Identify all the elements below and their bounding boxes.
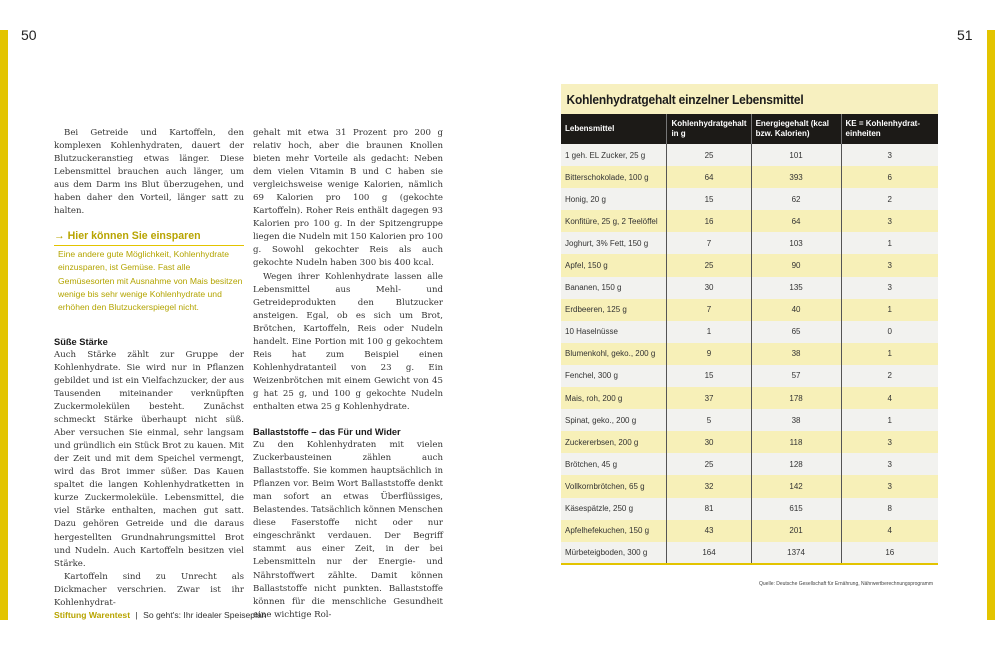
cell-food: Bananen, 150 g bbox=[561, 277, 667, 299]
cell-carbs: 25 bbox=[667, 453, 751, 475]
cell-ke: 3 bbox=[841, 475, 938, 497]
cell-food: Bitterschokolade, 100 g bbox=[561, 166, 667, 188]
cell-energy: 90 bbox=[751, 254, 841, 276]
section-paragraph: Kartoffeln sind zu Unrecht als Dickmacher verschrien. Zwar ist ihr Kohlenhydrat- bbox=[54, 571, 244, 608]
section-paragraph: Auch Stärke zählt zur Gruppe der Kohlenhydrate. Sie wird nur in Pflanzen gebildet und ist ein Vielfachzucker, der aus Tausenden miteinander verknüpften Zuckermolekülen besteht. Zunächst schmeckt Stärke überhaupt nicht süß. Aber versuchen Sie einmal, sehr langsam und gründlich ein Stück Brot zu kauen. Mit der Zeit und mit dem Speichel vermengt, wird das Brot immer süßer. Das Kauen spaltet die langen Kohlenhydratketten in kurze Zuckermoleküle. Lebensmittel, die viel Stärke enthalten, machen gut satt. Dazu gehören Getreide und die daraus hergestellten Grundnahrungsmittel Brot und Nudeln. Auch Kartoffeln besitzen viel Stärke. bbox=[54, 349, 244, 569]
cell-ke: 4 bbox=[841, 520, 938, 542]
cell-energy: 38 bbox=[751, 409, 841, 431]
cell-carbs: 81 bbox=[667, 498, 751, 520]
cell-carbs: 30 bbox=[667, 431, 751, 453]
header-carbs: Kohlenhydratgehalt in g bbox=[667, 114, 751, 144]
cell-food: Honig, 20 g bbox=[561, 188, 667, 210]
cell-energy: 201 bbox=[751, 520, 841, 542]
tip-title bbox=[54, 230, 244, 246]
page-number-right: 51 bbox=[957, 27, 973, 43]
header-ke: KE = Kohlenhydrat-einheiten bbox=[841, 114, 938, 144]
table-row bbox=[561, 520, 938, 542]
cell-energy: 178 bbox=[751, 387, 841, 409]
cell-ke: 3 bbox=[841, 453, 938, 475]
cell-energy: 65 bbox=[751, 321, 841, 343]
page-number-left: 50 bbox=[21, 27, 37, 43]
cell-food: 1 geh. EL Zucker, 25 g bbox=[561, 144, 667, 166]
cell-ke: 1 bbox=[841, 409, 938, 431]
cell-carbs: 32 bbox=[667, 475, 751, 497]
cell-ke: 3 bbox=[841, 144, 938, 166]
cell-carbs: 25 bbox=[667, 144, 751, 166]
table-row bbox=[561, 431, 938, 453]
cell-food: Spinat, geko., 200 g bbox=[561, 409, 667, 431]
table-row bbox=[561, 210, 938, 232]
cell-carbs: 1 bbox=[667, 321, 751, 343]
cell-ke: 3 bbox=[841, 277, 938, 299]
table-row bbox=[561, 498, 938, 520]
table-row bbox=[561, 542, 938, 564]
cell-ke: 1 bbox=[841, 299, 938, 321]
cell-ke: 1 bbox=[841, 343, 938, 365]
carbohydrate-table bbox=[561, 114, 938, 565]
cell-energy: 40 bbox=[751, 299, 841, 321]
cell-ke: 4 bbox=[841, 387, 938, 409]
body-paragraph: gehalt mit etwa 31 Prozent pro 200 g relativ hoch, aber die braunen Knollen bieten mehr Vorteile als gedacht: Neben dem vielen Vitamin B und C haben sie vergleichsweise wenige Kalorien, nämlich 69 Kalorien pro 100 g (gekochte Kartoffeln). Roher Reis enthält dagegen 93 Kalorien pro 100 g. In der Spitzengruppe liegen die Nudeln mit 150 Kalorien pro 100 g. Sowohl gekochter Reis als auch gekochte Nudeln haben 300 bis 400 kcal. bbox=[253, 128, 443, 269]
page-footer bbox=[54, 610, 267, 620]
cell-carbs: 30 bbox=[667, 277, 751, 299]
cell-ke: 0 bbox=[841, 321, 938, 343]
cell-energy: 101 bbox=[751, 144, 841, 166]
section-heading-suesse-staerke: Süße Stärke bbox=[54, 336, 108, 347]
cell-carbs: 9 bbox=[667, 343, 751, 365]
cell-carbs: 64 bbox=[667, 166, 751, 188]
cell-energy: 118 bbox=[751, 431, 841, 453]
tip-title-text: Hier können Sie einsparen bbox=[67, 230, 201, 243]
cell-carbs: 37 bbox=[667, 387, 751, 409]
table-body bbox=[561, 144, 938, 564]
table-row bbox=[561, 343, 938, 365]
cell-food: Joghurt, 3% Fett, 150 g bbox=[561, 232, 667, 254]
cell-food: Fenchel, 300 g bbox=[561, 365, 667, 387]
header-food: Lebensmittel bbox=[561, 114, 667, 144]
body-paragraph: Wegen ihrer Kohlenhydrate lassen alle Lebensmittel aus Mehl- und Getreideprodukten den Blutzucker ansteigen. Egal, ob es sich um Brot, Brötchen, Kartoffeln, Reis oder Nudeln handelt. Eine Portion mit 100 g gekochtem Reis hat zum Beispiel einen Kohlenhydratanteil von 23 g. Ein Weizenbrötchen mit einem Gewicht von 45 g hat 25 g, und 100 g gekochte Nudeln enthalten etwa 25 g Kohlenhydrate. bbox=[253, 271, 443, 412]
cell-food: Brötchen, 45 g bbox=[561, 453, 667, 475]
cell-carbs: 43 bbox=[667, 520, 751, 542]
cell-energy: 103 bbox=[751, 232, 841, 254]
cell-carbs: 164 bbox=[667, 542, 751, 564]
cell-food: Konfitüre, 25 g, 2 Teelöffel bbox=[561, 210, 667, 232]
cell-energy: 64 bbox=[751, 210, 841, 232]
cell-food: 10 Haselnüsse bbox=[561, 321, 667, 343]
table-row bbox=[561, 365, 938, 387]
footer-separator: | bbox=[135, 610, 138, 620]
table-row bbox=[561, 144, 938, 166]
table-source-note: Quelle: Deutsche Gesellschaft für Ernährung, Nährwertberechnungsprogramm bbox=[759, 581, 933, 587]
cell-food: Zuckererbsen, 200 g bbox=[561, 431, 667, 453]
right-page-edge-bar bbox=[987, 30, 995, 620]
section-heading-ballaststoffe: Ballaststoffe – das Für und Wider bbox=[253, 427, 401, 438]
cell-ke: 6 bbox=[841, 166, 938, 188]
cell-carbs: 16 bbox=[667, 210, 751, 232]
left-page-edge-bar bbox=[0, 30, 8, 620]
cell-energy: 62 bbox=[751, 188, 841, 210]
table-row bbox=[561, 232, 938, 254]
cell-ke: 1 bbox=[841, 232, 938, 254]
cell-carbs: 15 bbox=[667, 365, 751, 387]
table-header-row bbox=[561, 114, 938, 144]
table-title: Kohlenhydratgehalt einzelner Lebensmittel bbox=[566, 92, 804, 107]
cell-carbs: 15 bbox=[667, 188, 751, 210]
cell-ke: 2 bbox=[841, 188, 938, 210]
table-row bbox=[561, 409, 938, 431]
cell-ke: 3 bbox=[841, 431, 938, 453]
cell-energy: 57 bbox=[751, 365, 841, 387]
table-row bbox=[561, 166, 938, 188]
cell-food: Vollkornbrötchen, 65 g bbox=[561, 475, 667, 497]
cell-energy: 128 bbox=[751, 453, 841, 475]
cell-food: Erdbeeren, 125 g bbox=[561, 299, 667, 321]
table-row bbox=[561, 453, 938, 475]
cell-food: Käsespätzle, 250 g bbox=[561, 498, 667, 520]
body-paragraph: Zu den Kohlenhydraten mit vielen Zuckerbausteinen zählen auch Ballaststoffe. Sie kommen hauptsächlich in Pflanzen vor. Beim Wort Ballaststoffe denkt man sofort an etwas Überflüssiges, Belastendes. Tatsächlich können Menschen diese Faserstoffe nicht oder nur eingeschränkt verdauen. Der Begriff stammt aus einer Zeit, in der bei Lebensmitteln nur der Energie- und Nährstoffwert zählte. Damit können Ballaststoffe nicht punkten. Ballaststoffe können für die menschliche Gesundheit eine wichtige Rol- bbox=[253, 440, 443, 620]
cell-ke: 3 bbox=[841, 254, 938, 276]
intro-paragraph: Bei Getreide und Kartoffeln, den komplexen Kohlenhydraten, dauert der Blutzuckeranstieg etwas länger. Diese Lebensmittel brauchen auch länger, um aus dem Darm ins Blut überzugehen, und haben daher den Vorteil, länger satt zu halten. bbox=[54, 128, 244, 217]
cell-carbs: 7 bbox=[667, 299, 751, 321]
cell-carbs: 25 bbox=[667, 254, 751, 276]
cell-ke: 8 bbox=[841, 498, 938, 520]
cell-food: Apfelhefekuchen, 150 g bbox=[561, 520, 667, 542]
arrow-right-icon: → bbox=[54, 230, 65, 243]
cell-energy: 393 bbox=[751, 166, 841, 188]
table-row bbox=[561, 299, 938, 321]
cell-energy: 142 bbox=[751, 475, 841, 497]
cell-energy: 615 bbox=[751, 498, 841, 520]
cell-ke: 16 bbox=[841, 542, 938, 564]
cell-food: Blumenkohl, geko., 200 g bbox=[561, 343, 667, 365]
cell-food: Mais, roh, 200 g bbox=[561, 387, 667, 409]
table-row bbox=[561, 254, 938, 276]
cell-energy: 38 bbox=[751, 343, 841, 365]
table-row bbox=[561, 387, 938, 409]
tip-box bbox=[54, 230, 244, 314]
cell-energy: 1374 bbox=[751, 542, 841, 564]
table-row bbox=[561, 188, 938, 210]
cell-ke: 3 bbox=[841, 210, 938, 232]
table-row bbox=[561, 321, 938, 343]
left-column-1 bbox=[54, 127, 244, 610]
tip-body: Eine andere gute Möglichkeit, Kohlenhydrate einzusparen, ist Gemüse. Fast alle Gemüsesorten mit Ausnahme von Mais besitzen wenige bis sehr wenige Kohlenhydrate und erhöhen den Blutzuckerspiegel nicht. bbox=[58, 249, 243, 312]
cell-carbs: 5 bbox=[667, 409, 751, 431]
table-row bbox=[561, 475, 938, 497]
header-energy: Energiegehalt (kcal bzw. Kalorien) bbox=[751, 114, 841, 144]
cell-carbs: 7 bbox=[667, 232, 751, 254]
footer-brand: Stiftung Warentest bbox=[54, 610, 131, 620]
table-row bbox=[561, 277, 938, 299]
footer-book-title: So geht's: Ihr idealer Speiseplan bbox=[143, 610, 267, 620]
cell-food: Apfel, 150 g bbox=[561, 254, 667, 276]
left-column-2 bbox=[253, 127, 443, 622]
cell-food: Mürbeteigboden, 300 g bbox=[561, 542, 667, 564]
cell-ke: 2 bbox=[841, 365, 938, 387]
carbohydrate-table-box bbox=[561, 84, 938, 565]
cell-energy: 135 bbox=[751, 277, 841, 299]
